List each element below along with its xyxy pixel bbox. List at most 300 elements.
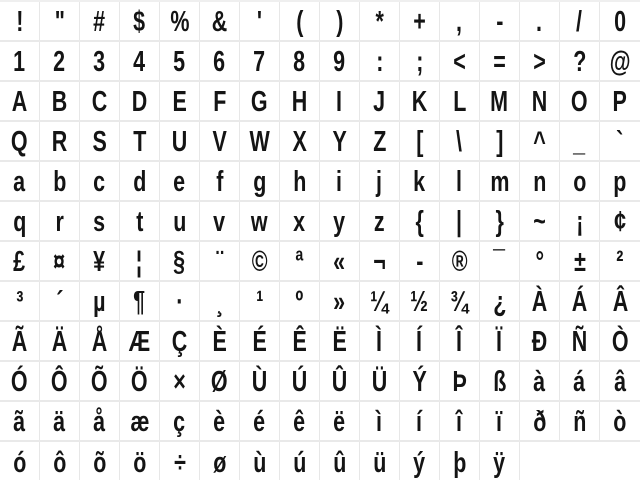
glyph: ": [54, 5, 65, 38]
glyph-cell[interactable]: [520, 402, 560, 440]
glyph: ý: [413, 446, 426, 479]
glyph-cell[interactable]: [240, 322, 280, 360]
glyph: $: [133, 5, 146, 38]
glyph: ¤: [53, 245, 66, 278]
glyph: Â: [612, 285, 628, 318]
glyph: ¢: [614, 205, 626, 238]
glyph-cell[interactable]: [200, 122, 240, 160]
glyph-cell[interactable]: [0, 402, 40, 440]
glyph: á: [573, 365, 586, 398]
glyph-cell[interactable]: [280, 442, 320, 480]
glyph-cell[interactable]: [40, 42, 80, 80]
glyph: d: [132, 165, 147, 198]
glyph: \: [456, 125, 463, 158]
glyph-cell[interactable]: [160, 82, 200, 120]
glyph-cell[interactable]: [320, 162, 360, 200]
glyph-cell[interactable]: [360, 362, 400, 400]
glyph: &: [211, 5, 228, 38]
glyph-cell[interactable]: [240, 362, 280, 400]
glyph: Ý: [412, 365, 427, 398]
glyph-cell[interactable]: [520, 2, 560, 40]
glyph-cell[interactable]: [240, 282, 280, 320]
glyph-cell[interactable]: [200, 362, 240, 400]
glyph-cell[interactable]: [80, 82, 120, 120]
glyph: ½: [410, 285, 429, 318]
glyph-cell[interactable]: [200, 2, 240, 40]
glyph: a: [13, 165, 26, 198]
glyph-cell[interactable]: [600, 2, 640, 40]
glyph: m: [489, 165, 510, 198]
glyph-cell[interactable]: [280, 42, 320, 80]
glyph: þ: [452, 446, 467, 479]
glyph-cell[interactable]: [200, 322, 240, 360]
glyph: Q: [11, 125, 28, 158]
glyph-cell[interactable]: [560, 42, 600, 80]
glyph-cell[interactable]: [600, 282, 640, 320]
char-row: [0, 322, 640, 362]
glyph: b: [52, 165, 67, 198]
glyph: ó: [12, 446, 27, 479]
glyph: ï: [496, 405, 503, 438]
glyph-cell[interactable]: [0, 202, 40, 240]
glyph-cell[interactable]: [440, 442, 480, 480]
glyph-cell[interactable]: [280, 242, 320, 280]
glyph-cell[interactable]: [40, 322, 80, 360]
glyph: ³: [15, 285, 24, 318]
glyph: Û: [331, 365, 348, 398]
glyph-cell[interactable]: [520, 202, 560, 240]
glyph: ª: [295, 245, 304, 278]
glyph-cell[interactable]: [200, 82, 240, 120]
glyph-cell[interactable]: [160, 442, 200, 480]
glyph-cell[interactable]: [80, 162, 120, 200]
glyph: V: [212, 125, 227, 158]
glyph-cell[interactable]: [400, 82, 440, 120]
glyph: @: [609, 45, 631, 78]
glyph: ¶: [133, 285, 146, 318]
glyph: 6: [213, 45, 226, 78]
glyph: ¾: [450, 285, 469, 318]
glyph-cell[interactable]: [480, 282, 520, 320]
glyph-cell[interactable]: [320, 322, 360, 360]
glyph: -: [495, 5, 504, 38]
glyph: {: [415, 205, 424, 238]
glyph: Õ: [91, 365, 108, 398]
glyph: t: [135, 205, 144, 238]
glyph-cell[interactable]: [520, 82, 560, 120]
glyph-cell[interactable]: [600, 82, 640, 120]
glyph-cell[interactable]: [440, 282, 480, 320]
glyph: l: [456, 165, 463, 198]
glyph-cell[interactable]: [400, 122, 440, 160]
glyph-cell[interactable]: [480, 162, 520, 200]
glyph-cell[interactable]: [80, 202, 120, 240]
glyph-cell[interactable]: [560, 2, 600, 40]
glyph-cell[interactable]: [520, 42, 560, 80]
glyph-cell[interactable]: [280, 282, 320, 320]
glyph-cell[interactable]: [520, 162, 560, 200]
glyph: A: [11, 85, 28, 118]
glyph: r: [55, 205, 64, 238]
glyph-cell[interactable]: [80, 2, 120, 40]
glyph: À: [531, 285, 548, 318]
glyph-cell[interactable]: [520, 362, 560, 400]
glyph-cell[interactable]: [80, 402, 120, 440]
glyph-cell[interactable]: [80, 42, 120, 80]
glyph: Ù: [251, 365, 268, 398]
glyph-cell[interactable]: [280, 2, 320, 40]
glyph-cell[interactable]: [440, 2, 480, 40]
glyph: G: [251, 85, 268, 118]
glyph-cell[interactable]: [40, 202, 80, 240]
glyph-cell[interactable]: [240, 122, 280, 160]
char-row: [0, 162, 640, 202]
glyph-cell[interactable]: [80, 282, 120, 320]
glyph-cell[interactable]: [440, 322, 480, 360]
char-row: [0, 42, 640, 82]
glyph-cell[interactable]: [40, 2, 80, 40]
glyph-cell[interactable]: [240, 162, 280, 200]
glyph-cell[interactable]: [600, 322, 640, 360]
glyph: H: [291, 85, 308, 118]
glyph: Ï: [496, 325, 503, 358]
glyph-cell[interactable]: [480, 2, 520, 40]
glyph-cell[interactable]: [280, 322, 320, 360]
glyph-cell[interactable]: [40, 362, 80, 400]
glyph: î: [456, 405, 463, 438]
glyph-cell[interactable]: [0, 42, 40, 80]
glyph-cell[interactable]: [440, 42, 480, 80]
glyph-cell[interactable]: [240, 2, 280, 40]
glyph-cell[interactable]: [360, 402, 400, 440]
glyph-cell[interactable]: [280, 202, 320, 240]
glyph: ×: [173, 365, 186, 398]
glyph: Ñ: [571, 325, 588, 358]
glyph-cell[interactable]: [480, 442, 520, 480]
glyph-cell[interactable]: [600, 122, 640, 160]
glyph: °: [535, 245, 544, 278]
glyph-cell[interactable]: [400, 282, 440, 320]
glyph-cell[interactable]: [80, 122, 120, 160]
glyph-cell[interactable]: [200, 162, 240, 200]
glyph-cell[interactable]: [0, 82, 40, 120]
glyph-cell[interactable]: [240, 202, 280, 240]
glyph-cell[interactable]: [520, 242, 560, 280]
char-row: [0, 242, 640, 282]
glyph: ù: [252, 446, 267, 479]
glyph: v: [213, 205, 226, 238]
glyph-cell[interactable]: [560, 162, 600, 200]
glyph-cell[interactable]: [120, 202, 160, 240]
glyph-cell[interactable]: [40, 122, 80, 160]
glyph-cell[interactable]: [360, 282, 400, 320]
glyph: ÿ: [493, 446, 506, 479]
glyph-cell[interactable]: [280, 362, 320, 400]
glyph: p: [613, 165, 627, 198]
glyph-cell[interactable]: [320, 82, 360, 120]
glyph: _: [573, 125, 586, 158]
glyph: I: [336, 85, 343, 118]
glyph-cell[interactable]: [600, 362, 640, 400]
glyph-cell[interactable]: [160, 202, 200, 240]
glyph: ¹: [255, 285, 264, 318]
glyph: Þ: [452, 365, 467, 398]
glyph: Ë: [332, 325, 347, 358]
glyph-cell[interactable]: [160, 402, 200, 440]
glyph-cell[interactable]: [160, 322, 200, 360]
char-row: [0, 122, 640, 162]
glyph-cell[interactable]: [560, 82, 600, 120]
glyph-cell[interactable]: [560, 282, 600, 320]
glyph-cell[interactable]: [80, 322, 120, 360]
glyph-cell[interactable]: [120, 82, 160, 120]
glyph: `: [616, 125, 624, 158]
glyph-cell[interactable]: [160, 242, 200, 280]
glyph-cell[interactable]: [120, 362, 160, 400]
glyph: ¥: [93, 245, 106, 278]
char-row: [0, 282, 640, 322]
glyph-cell[interactable]: [240, 82, 280, 120]
glyph: ¬: [373, 245, 386, 278]
glyph-cell[interactable]: [200, 242, 240, 280]
glyph: L: [452, 85, 467, 118]
glyph-cell[interactable]: [400, 362, 440, 400]
glyph-cell[interactable]: [520, 322, 560, 360]
glyph-cell[interactable]: [360, 2, 400, 40]
glyph-cell[interactable]: [360, 122, 400, 160]
glyph-cell[interactable]: [0, 362, 40, 400]
glyph: C: [91, 85, 108, 118]
glyph: é: [253, 405, 266, 438]
glyph: Ç: [171, 325, 188, 358]
glyph-cell[interactable]: [600, 402, 640, 440]
glyph: Ü: [371, 365, 388, 398]
glyph-cell[interactable]: [80, 442, 120, 480]
glyph-cell[interactable]: [600, 242, 640, 280]
glyph: -: [415, 245, 424, 278]
glyph-cell[interactable]: [440, 402, 480, 440]
glyph: ®: [451, 245, 468, 278]
glyph: *: [375, 5, 384, 38]
glyph-cell[interactable]: [440, 82, 480, 120]
char-row: [0, 2, 640, 42]
glyph-cell[interactable]: [600, 42, 640, 80]
glyph: X: [292, 125, 307, 158]
glyph-cell[interactable]: [280, 162, 320, 200]
glyph: «: [333, 245, 346, 278]
glyph-cell[interactable]: [80, 242, 120, 280]
glyph-cell[interactable]: [360, 82, 400, 120]
glyph: ë: [333, 405, 346, 438]
glyph-cell[interactable]: [120, 42, 160, 80]
glyph-cell[interactable]: [400, 42, 440, 80]
glyph-cell[interactable]: [400, 242, 440, 280]
glyph-cell[interactable]: [40, 82, 80, 120]
glyph-cell[interactable]: [560, 322, 600, 360]
glyph-cell[interactable]: [200, 42, 240, 80]
glyph: M: [490, 85, 509, 118]
glyph-cell[interactable]: [480, 202, 520, 240]
glyph-cell[interactable]: [160, 282, 200, 320]
glyph-cell[interactable]: [360, 442, 400, 480]
glyph-cell[interactable]: [0, 282, 40, 320]
glyph: <: [453, 45, 466, 78]
glyph: ¡: [575, 205, 584, 238]
glyph-cell[interactable]: [0, 122, 40, 160]
glyph-cell[interactable]: [80, 362, 120, 400]
glyph: P: [612, 85, 628, 118]
glyph-cell[interactable]: [120, 282, 160, 320]
glyph-cell[interactable]: [0, 322, 40, 360]
glyph-cell[interactable]: [400, 2, 440, 40]
glyph-cell[interactable]: [320, 202, 360, 240]
glyph: =: [493, 45, 506, 78]
glyph-cell[interactable]: [160, 122, 200, 160]
glyph-cell[interactable]: [120, 2, 160, 40]
glyph: N: [531, 85, 548, 118]
glyph: å: [93, 405, 106, 438]
glyph: È: [212, 325, 227, 358]
glyph-cell[interactable]: [480, 42, 520, 80]
glyph-cell[interactable]: [200, 442, 240, 480]
glyph-cell[interactable]: [280, 82, 320, 120]
glyph: ê: [293, 405, 306, 438]
glyph-cell[interactable]: [560, 242, 600, 280]
glyph-cell[interactable]: [120, 322, 160, 360]
glyph: ß: [492, 365, 507, 398]
glyph: Y: [332, 125, 347, 158]
glyph: n: [532, 165, 547, 198]
glyph-cell[interactable]: [200, 202, 240, 240]
glyph: R: [51, 125, 68, 158]
glyph-cell[interactable]: [320, 402, 360, 440]
glyph: k: [413, 165, 426, 198]
glyph-cell[interactable]: [160, 42, 200, 80]
glyph-cell[interactable]: [360, 202, 400, 240]
glyph-cell[interactable]: [360, 42, 400, 80]
glyph-cell[interactable]: [480, 362, 520, 400]
glyph-cell[interactable]: [320, 2, 360, 40]
glyph-cell[interactable]: [400, 162, 440, 200]
glyph-cell[interactable]: [440, 242, 480, 280]
glyph-cell[interactable]: [320, 122, 360, 160]
char-row: [0, 362, 640, 402]
glyph-cell[interactable]: [280, 122, 320, 160]
glyph: Ê: [292, 325, 307, 358]
glyph-cell[interactable]: [120, 242, 160, 280]
glyph-cell[interactable]: [240, 442, 280, 480]
glyph-cell[interactable]: [440, 362, 480, 400]
glyph: ò: [613, 405, 627, 438]
glyph-cell[interactable]: [120, 442, 160, 480]
glyph-cell[interactable]: [480, 322, 520, 360]
glyph-cell[interactable]: [320, 362, 360, 400]
glyph-cell[interactable]: [400, 202, 440, 240]
glyph: ö: [132, 446, 147, 479]
glyph-cell[interactable]: [40, 162, 80, 200]
glyph-cell[interactable]: [440, 162, 480, 200]
glyph: }: [495, 205, 504, 238]
glyph-cell[interactable]: [0, 442, 40, 480]
glyph-cell[interactable]: [320, 242, 360, 280]
glyph-cell[interactable]: [320, 442, 360, 480]
glyph: ]: [495, 125, 504, 158]
glyph: f: [215, 165, 224, 198]
glyph-cell[interactable]: [520, 122, 560, 160]
glyph-cell[interactable]: [520, 282, 560, 320]
glyph-cell[interactable]: [400, 442, 440, 480]
glyph: O: [571, 85, 588, 118]
glyph-cell[interactable]: [240, 42, 280, 80]
glyph-cell[interactable]: [120, 122, 160, 160]
glyph-cell[interactable]: [240, 242, 280, 280]
glyph: ±: [573, 245, 586, 278]
glyph-cell[interactable]: [560, 362, 600, 400]
glyph-cell[interactable]: [360, 322, 400, 360]
glyph-cell[interactable]: [0, 162, 40, 200]
glyph-cell[interactable]: [360, 242, 400, 280]
glyph-cell[interactable]: [200, 402, 240, 440]
glyph: ø: [212, 446, 227, 479]
glyph: y: [333, 205, 346, 238]
glyph: Ô: [51, 365, 68, 398]
glyph-cell[interactable]: [440, 122, 480, 160]
glyph-cell[interactable]: [40, 442, 80, 480]
glyph-cell[interactable]: [40, 242, 80, 280]
glyph: Ö: [131, 365, 148, 398]
glyph: §: [173, 245, 186, 278]
glyph-cell[interactable]: [120, 402, 160, 440]
glyph-cell[interactable]: [40, 402, 80, 440]
glyph: K: [411, 85, 428, 118]
glyph-cell[interactable]: [400, 322, 440, 360]
char-row: [0, 202, 640, 242]
glyph-cell[interactable]: [560, 202, 600, 240]
glyph: %: [169, 5, 190, 38]
glyph-cell[interactable]: [360, 162, 400, 200]
glyph: »: [333, 285, 346, 318]
glyph-cell[interactable]: [240, 402, 280, 440]
glyph-cell[interactable]: [600, 202, 640, 240]
glyph-cell[interactable]: [200, 282, 240, 320]
glyph-cell[interactable]: [480, 242, 520, 280]
glyph-cell[interactable]: [120, 162, 160, 200]
glyph-cell[interactable]: [480, 402, 520, 440]
glyph: ¨: [215, 245, 224, 278]
glyph: Ì: [376, 325, 383, 358]
glyph: /: [576, 5, 583, 38]
glyph-cell[interactable]: [160, 2, 200, 40]
glyph-cell[interactable]: [40, 282, 80, 320]
glyph-cell[interactable]: [560, 402, 600, 440]
glyph-cell[interactable]: [320, 42, 360, 80]
glyph-cell[interactable]: [280, 402, 320, 440]
glyph-cell[interactable]: [480, 82, 520, 120]
glyph-cell[interactable]: [400, 402, 440, 440]
glyph: ': [256, 5, 263, 38]
glyph: ©: [251, 245, 268, 278]
glyph: |: [456, 205, 463, 238]
glyph-cell[interactable]: [0, 242, 40, 280]
glyph-cell[interactable]: [600, 162, 640, 200]
glyph-cell[interactable]: [160, 362, 200, 400]
glyph-cell[interactable]: [0, 2, 40, 40]
glyph-cell[interactable]: [480, 122, 520, 160]
glyph-cell[interactable]: [440, 202, 480, 240]
glyph-cell[interactable]: [560, 122, 600, 160]
glyph-cell[interactable]: [320, 282, 360, 320]
glyph-cell[interactable]: [160, 162, 200, 200]
